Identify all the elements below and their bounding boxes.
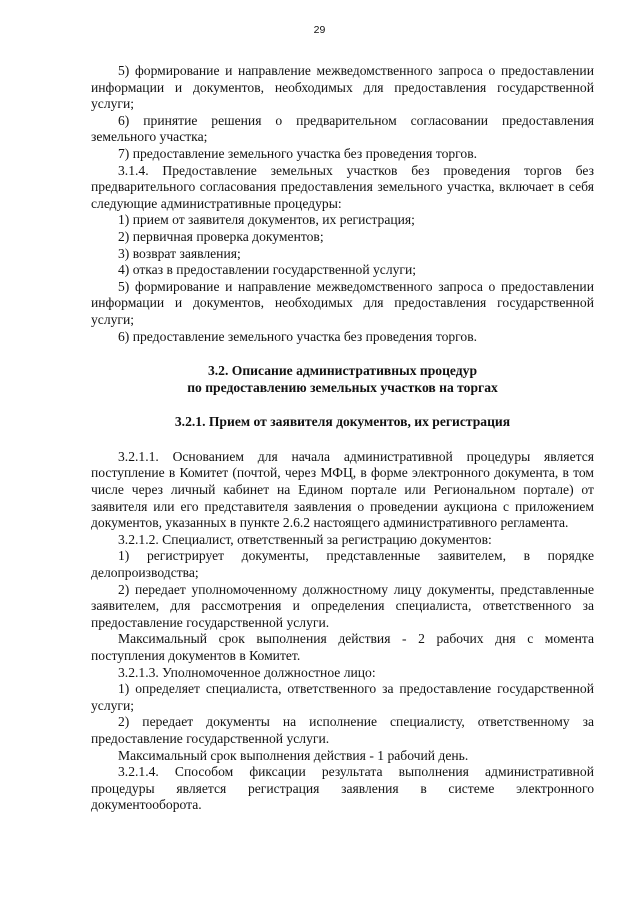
section-heading [91,363,594,396]
paragraph: 4) отказ в предоставлении государственной услуги; [118,262,417,278]
paragraph: Максимальный срок выполнения действия - 1 рабочий день. [118,747,469,763]
document-body [91,63,594,814]
paragraph: 6) предоставление земельного участка без проведения торгов. [118,328,478,344]
paragraph: Максимальный срок выполнения действия - 2 рабочих дня с момента поступления документов в Комитет. [91,631,594,663]
paragraph: 5) формирование и направление межведомственного запроса о предоставлении информации и документов, необходимых для предоставления государственной услуги; [91,63,594,112]
section-heading-line: по предоставлению земельных участков на торгах [187,379,498,395]
paragraph: 7) предоставление земельного участка без проведения торгов. [118,145,478,161]
paragraph: 3) возврат заявления; [118,245,241,261]
paragraph: 2) передает уполномоченному должностному лицу документы, представленные заявителем, для рассмотрения и определения специалиста, ответственного за предоставление государственной услуги. [91,581,594,630]
paragraph: 3.2.1.3. Уполномоченное должностное лицо: [118,664,376,680]
paragraph: 5) формирование и направление межведомственного запроса о предоставлении информации и документов, необходимых для предоставления государственной услуги; [91,278,594,327]
paragraph: 3.2.1.4. Способом фиксации результата выполнения административной процедуры является регистрация заявления в системе электронного документооборота. [91,764,594,813]
paragraph: 3.2.1.1. Основанием для начала административной процедуры является поступление в Комитет (почтой, через МФЦ, в форме электронного документа, в том числе через личный кабинет на Едином портале или Региональном портале) от заявителя или его представителя заявления о проведении аукциона с приложением документов, указанных в пункте 2.6.2 настоящего административного регламента. [91,448,594,531]
subsection-heading: 3.2.1. Прием от заявителя документов, их регистрация [174,414,511,430]
paragraph: 6) принятие решения о предварительном согласовании предоставления земельного участка; [91,112,594,145]
page-number: 29 [313,24,326,36]
paragraph: 2) первичная проверка документов; [118,228,324,244]
paragraph: 1) регистрирует документы, представленные заявителем, в порядке делопроизводства; [91,548,594,581]
paragraph: 3.1.4. Предоставление земельных участков без проведения торгов без предварительного согласования предоставления земельного участка, включает в себя следующие административные процедуры: [91,162,594,211]
paragraph: 2) передает документы на исполнение специалисту, ответственному за предоставление государственной услуги. [91,714,594,746]
paragraph: 3.2.1.2. Специалист, ответственный за регистрацию документов: [118,531,492,547]
paragraph: 1) определяет специалиста, ответственного за предоставление государственной услуги; [91,681,594,713]
paragraph: 1) прием от заявителя документов, их регистрация; [118,212,415,228]
section-heading-line: 3.2. Описание административных процедур [207,363,478,379]
